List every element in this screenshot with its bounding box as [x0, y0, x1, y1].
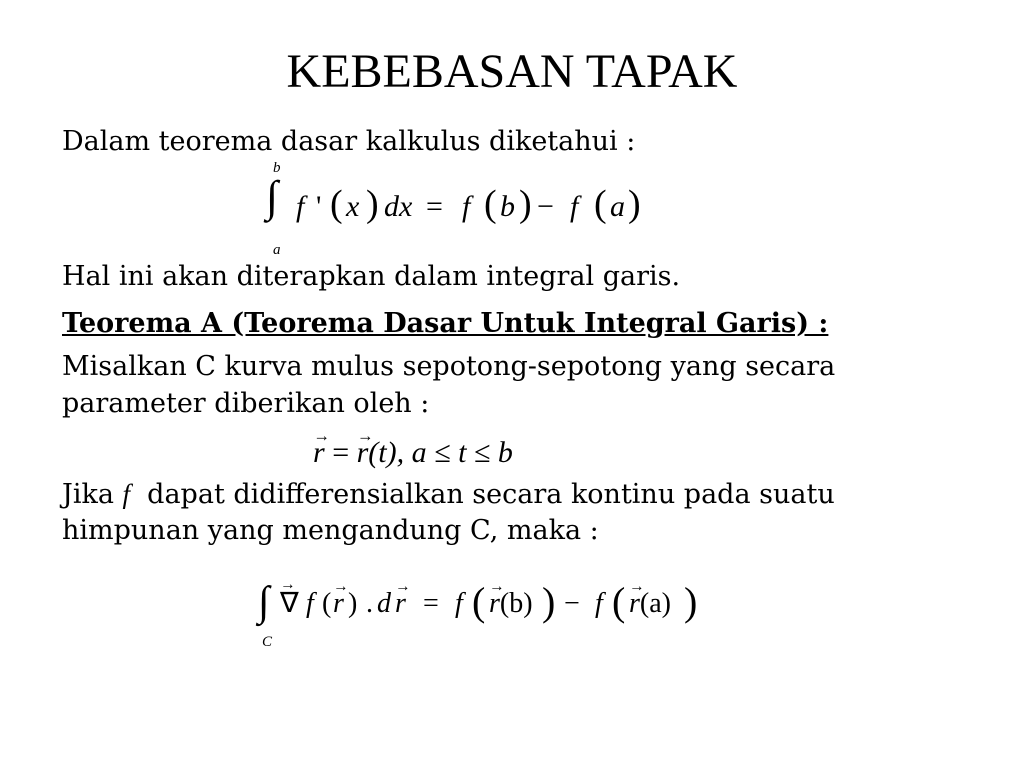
jika-word: Jika	[62, 479, 123, 510]
eq1-f-b: f	[462, 190, 471, 223]
misal-line-2: parameter diberikan oleh :	[62, 388, 430, 419]
eq3-r	[333, 588, 344, 620]
eq1-paren-close: )	[366, 183, 379, 225]
jika-rest: dapat didifferensialkan secara kontinu pada suatu	[130, 479, 835, 510]
eq1-lower-limit: a	[273, 242, 281, 258]
jika-f: f	[122, 479, 131, 509]
hal-text: Hal ini akan diterapkan dalam integral garis.	[62, 261, 681, 292]
eq3-f-b: f	[455, 588, 463, 619]
eq1-prime: '	[316, 190, 322, 223]
eq2-line	[313, 436, 513, 470]
misal-line-1: Misalkan C kurva mulus sepotong-sepotong yang secara	[62, 351, 836, 382]
eq3-paren-close: )	[348, 588, 358, 619]
eq3-integral-sign: ∫	[258, 579, 270, 625]
eq1-paren-open-b: (	[484, 183, 497, 225]
eq3-r-a	[629, 588, 671, 620]
eq2-r-of-t: → r	[357, 436, 369, 470]
eq3-dot: .	[366, 588, 373, 619]
intro-text: Dalam teorema dasar kalkulus diketahui :	[62, 126, 636, 157]
eq1-x: x	[346, 190, 360, 223]
eq1-paren-open: (	[330, 183, 343, 225]
eq3-paren-open-a: (	[612, 579, 626, 624]
eq2-equals: =	[332, 436, 350, 469]
jika-line-1	[62, 476, 835, 513]
eq1-equals: =	[426, 190, 443, 223]
eq1-paren-close-a: )	[628, 183, 641, 225]
eq3-b-arg: (b)	[499, 588, 533, 619]
eq1-minus: −	[537, 190, 554, 223]
eq3-dr	[395, 588, 406, 620]
eq1-dx: dx	[384, 190, 413, 223]
eq3-nabla	[280, 586, 299, 620]
eq3-paren-open: (	[322, 588, 332, 619]
eq3-r-b	[489, 588, 533, 620]
eq3-lower-limit: C	[262, 634, 273, 650]
eq1-f: f	[296, 190, 305, 223]
eq1-upper-limit: b	[273, 160, 281, 176]
eq3-equals: =	[423, 588, 439, 619]
eq3-paren-close-a: )	[684, 579, 698, 624]
eq3-r-vector: → r	[333, 588, 344, 620]
eq3-f-a: f	[595, 588, 603, 619]
jika-line-2: himpunan yang mengandung C, maka :	[62, 515, 599, 546]
eq3-d: d	[377, 588, 391, 619]
eq3-a-arg: (a)	[639, 588, 671, 619]
eq3-f: f	[306, 588, 314, 619]
eq1-f-a: f	[570, 190, 579, 223]
theorem-title: Teorema A (Teorema Dasar Untuk Integral Garis) :	[62, 308, 829, 339]
eq3-r-a-vector: → r	[629, 588, 640, 620]
eq1-paren-close-b: )	[519, 183, 532, 225]
slide-title: KEBEBASAN TAPAK	[286, 45, 738, 98]
eq3-r-b-vector: → r	[489, 588, 500, 620]
eq1-integral-sign: ∫	[266, 172, 279, 221]
eq3-nabla-symbol: → ∇	[280, 586, 299, 620]
eq2-r-vector: → r	[313, 436, 325, 470]
eq1-b: b	[500, 190, 515, 223]
eq1-a: a	[610, 190, 625, 223]
eq3-minus: −	[564, 588, 580, 619]
eq3-dr-vector: → r	[395, 588, 406, 620]
eq3-paren-open-b: (	[472, 579, 486, 624]
eq3-paren-close-b: )	[542, 579, 556, 624]
eq1-paren-open-a: (	[594, 183, 607, 225]
eq2-rest: (t), a ≤ t ≤ b	[368, 436, 513, 469]
